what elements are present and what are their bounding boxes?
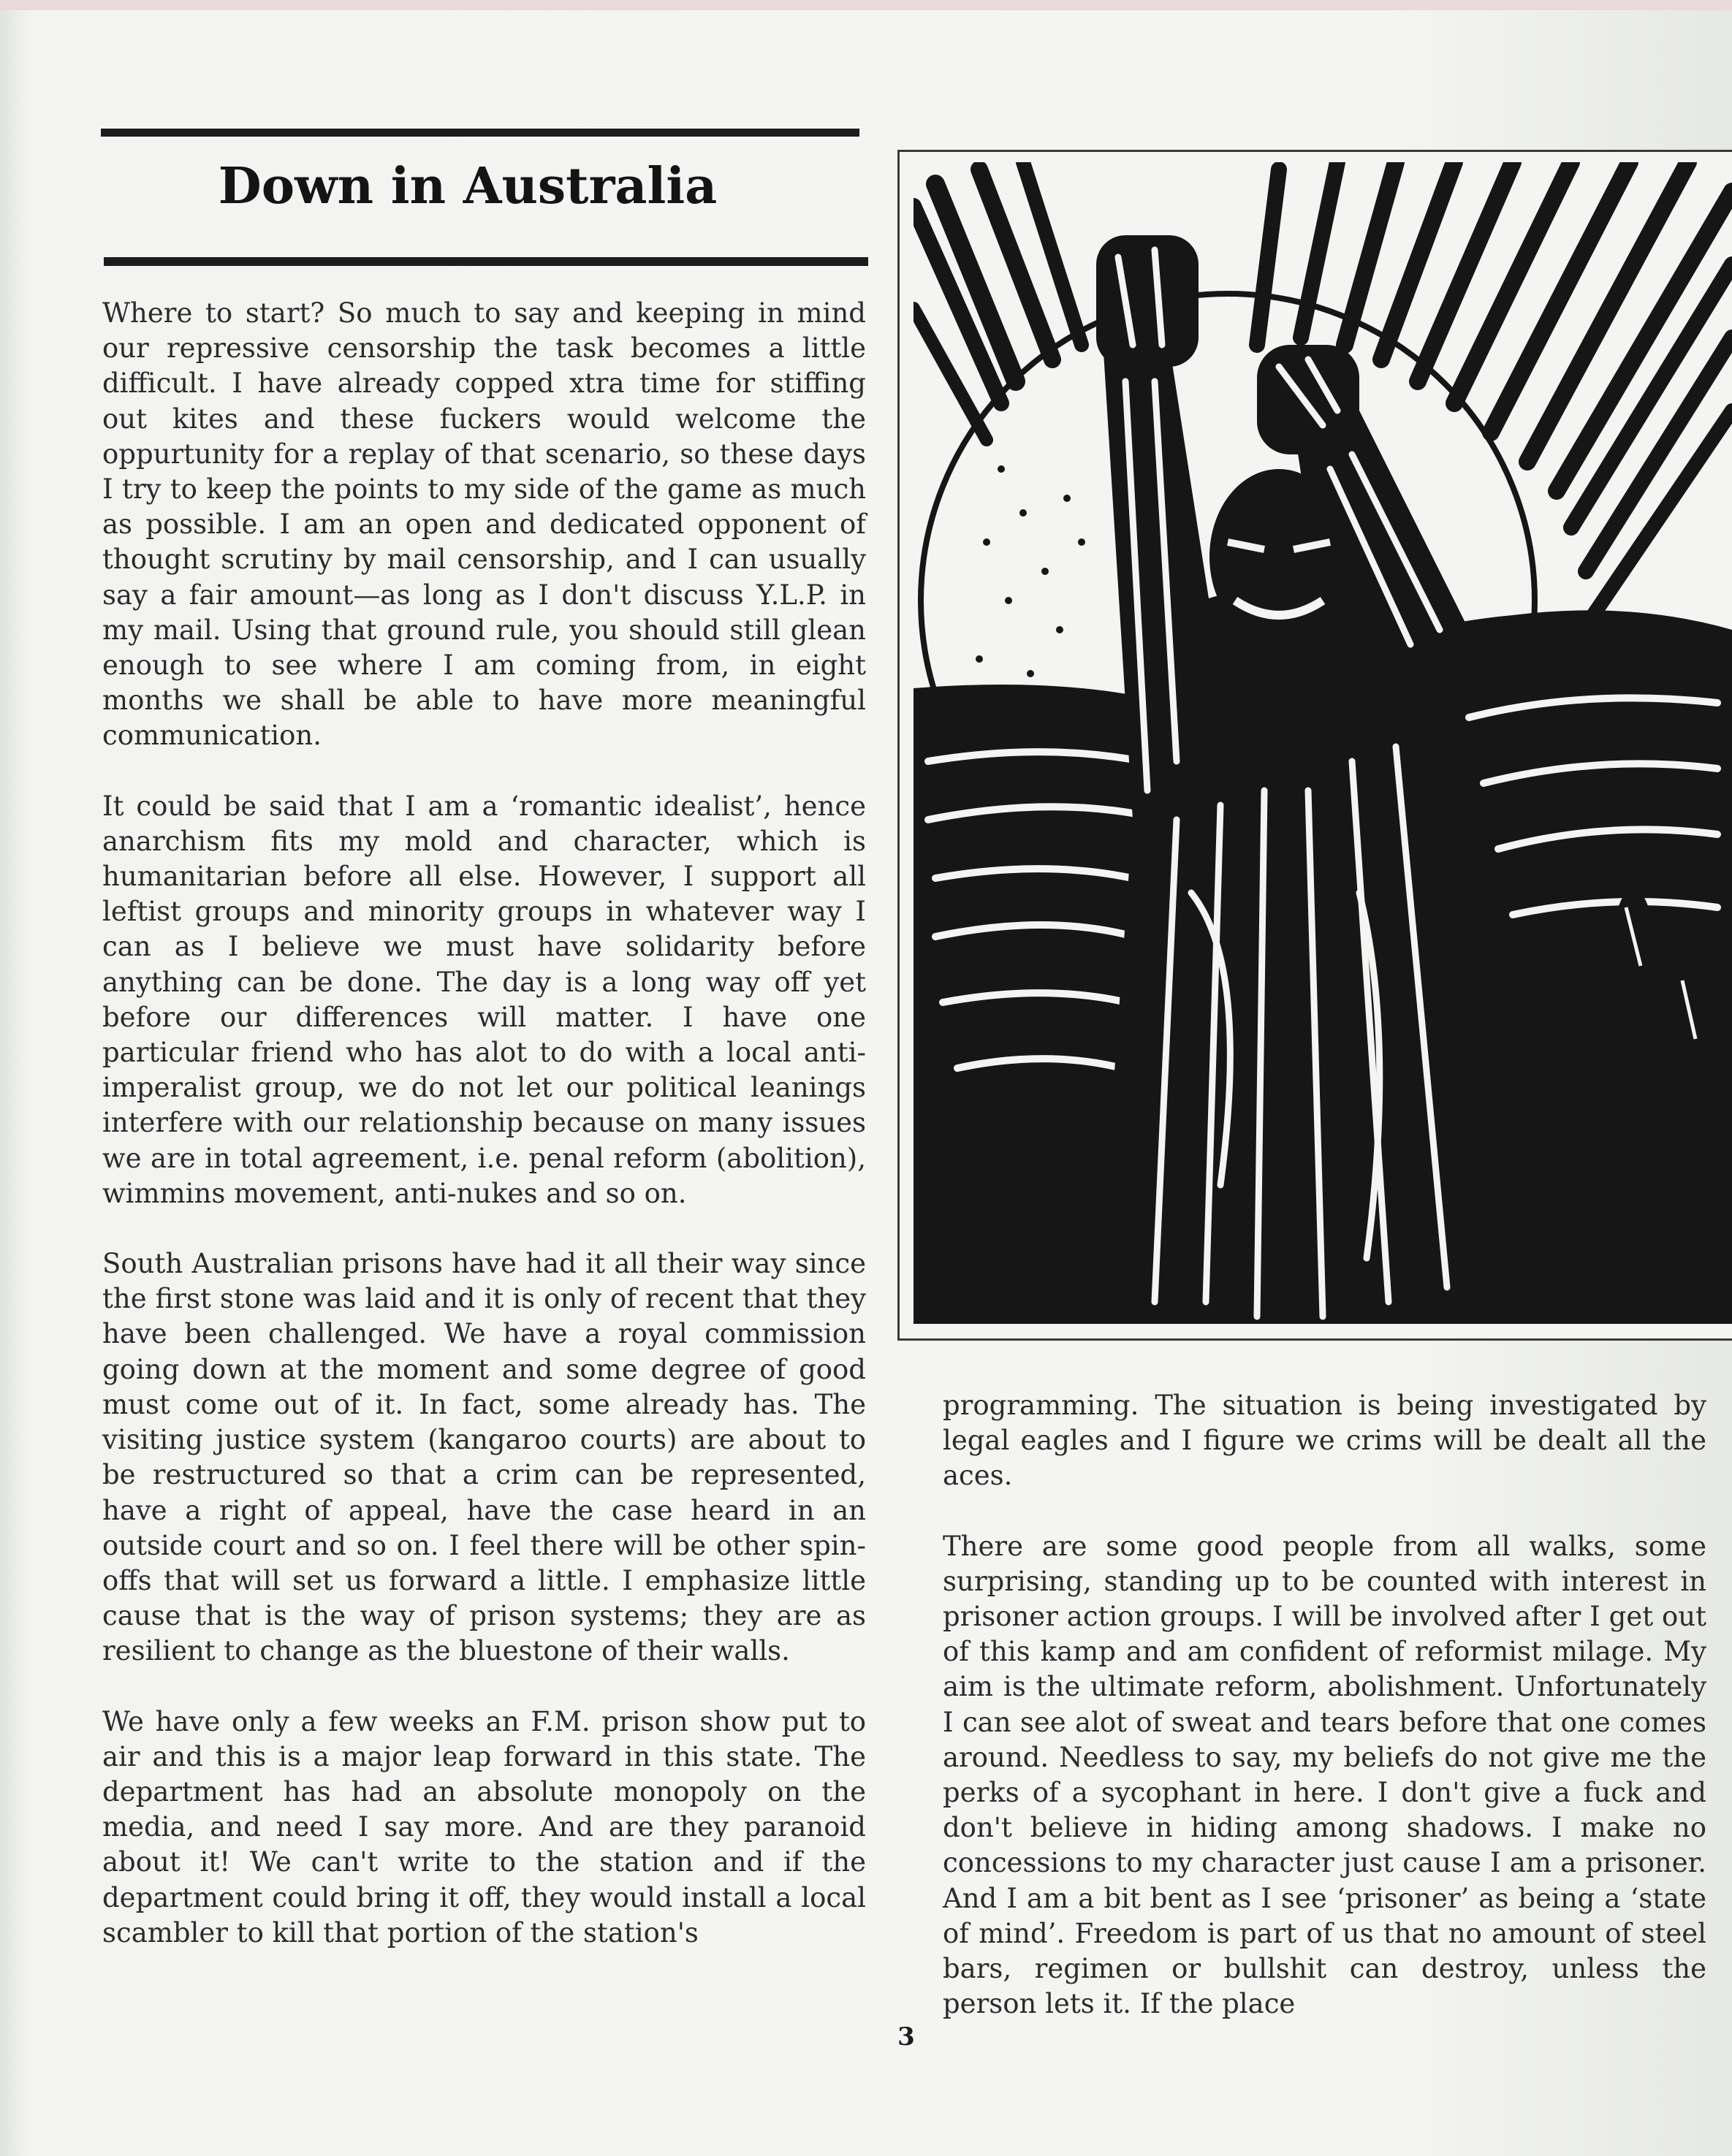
paragraph: South Australian prisons have had it all their way since the first stone was laid and it is only of recent that they have been challenged. We have a royal commission going down at the moment and some degree of good must come out of it. In fact, some already has. The visiting justice system (kangaroo courts) are about to be restructured so that a crim can be represented, have a right of appeal, have the case heard in an outside court and so on. I feel there will be other spin-offs that will set us forward a little. I emphasize little cause that is the way of prison systems; they are as resilient to change as the bluestone of their walls.	[102, 1248, 866, 1667]
paragraph: We have only a few weeks an F.M. prison show put to air and this is a major leap forward in this state. The department has had an absolute monopoly on the media, and need I say more. And are they paranoid about it! We can't write to the station and if the department could bring it off, they would install a local scambler to kill that portion of the station's	[102, 1705, 866, 1949]
article-column-right	[943, 1388, 1706, 2022]
headline-rule-top	[101, 129, 859, 137]
paragraph: It could be said that I am a ‘romantic idealist’, hence anarchism fits my mold and character, which is humanitarian before all else. However, I support all leftist groups and minority groups in whatever way I can as I believe we must have solidarity before anything can be done. The day is a long way off yet before our differences will matter. I have one particular friend who has alot to do with a local anti-imperalist group, we do not let our political leanings interfere with our relationship because on many issues we are in total agreement, i.e. penal reform (abolition), wimmins movement, anti-nukes and so on.	[102, 790, 866, 1209]
page-number: 3	[897, 2022, 915, 2052]
article-title: Down in Australia	[218, 157, 718, 216]
article-column-left	[102, 296, 866, 1951]
woodcut-raised-fists-figure-icon	[914, 162, 1732, 1324]
paragraph: Where to start? So much to say and keeping in mind our repressive censorship the task becomes a little difficult. I have already copped xtra time for stiffing out kites and these fuckers would welcome the oppurtunity for a replay of that scenario, so these days I try to keep the points to my side of the game as much as possible. I am an open and dedicated opponent of thought scrutiny by mail censorship, and I can usually say a fair amount—as long as I don't discuss Y.L.P. in my mail. Using that ground rule, you should still glean enough to see where I am coming from, in eight months we shall be able to have more meaningful communication.	[102, 297, 866, 752]
page-edge	[0, 0, 1732, 10]
paragraph: There are some good people from all walks, some surprising, standing up to be counted with interest in prisoner action groups. I will be involved after I get out of this kamp and am confident of reformist milage. My aim is the ultimate reform, abolishment. Unfortunately I can see alot of sweat and tears before that one comes around. Needless to say, my beliefs do not give me the perks of a sycophant in here. I don't give a fuck and don't believe in hiding among shadows. I make no concessions to my character just cause I am a prisoner. And I am a bit bent as I see ‘prisoner’ as being a ‘state of mind’. Freedom is part of us that no amount of steel bars, regimen or bullshit can destroy, unless the person lets it. If the place	[943, 1530, 1706, 2020]
headline-rule-bottom	[104, 257, 868, 266]
paragraph: programming. The situation is being investigated by legal eagles and I figure we crims will be dealt all the aces.	[943, 1390, 1706, 1492]
